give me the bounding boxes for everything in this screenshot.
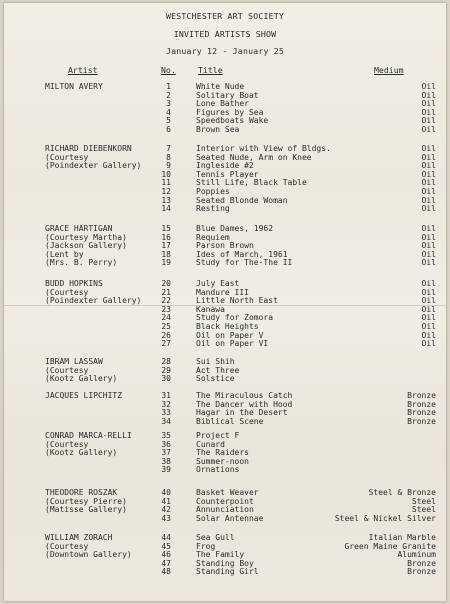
title-cell: Black Heights	[196, 322, 259, 331]
medium-cell: Oil	[421, 187, 436, 196]
medium-cell: Oil	[421, 322, 436, 331]
medium-cell: Oil	[421, 152, 436, 162]
column-header-number: No.	[161, 65, 176, 75]
artist-cell: (Kootz Gallery)	[45, 374, 118, 384]
number-cell: 20	[161, 279, 171, 288]
artist-cell: RICHARD DIEBENKORN	[45, 144, 132, 153]
medium-cell: Oil	[421, 241, 436, 251]
title-cell: Resting	[196, 204, 230, 214]
number-cell: 24	[161, 313, 171, 323]
number-cell: 22	[161, 296, 171, 306]
medium-cell: Bronze	[407, 391, 436, 400]
number-cell: 46	[161, 550, 171, 560]
medium-cell: Oil	[421, 330, 436, 340]
medium-cell: Oil	[421, 204, 436, 214]
medium-cell: Steel & Bronze	[368, 488, 436, 497]
medium-cell: Oil	[421, 287, 436, 297]
medium-cell: Aluminum	[397, 550, 436, 560]
number-cell: 5	[166, 116, 171, 126]
artist-cell: THEODORE ROSZAK	[45, 488, 118, 497]
medium-cell: Oil	[421, 195, 436, 205]
artist-cell: (Jackson Gallery)	[45, 241, 127, 251]
number-cell: 10	[161, 169, 171, 179]
title-cell: The Family	[196, 550, 245, 560]
title-cell: Kanawa	[196, 304, 225, 314]
title-cell: Ornations	[196, 465, 240, 475]
title-cell: Blue Dames, 1962	[196, 224, 274, 233]
medium-cell: Oil	[421, 224, 436, 233]
title-cell: Parson Brown	[196, 241, 254, 251]
number-cell: 1	[166, 82, 171, 91]
number-cell: 9	[166, 161, 171, 171]
artist-cell: (Courtesy	[45, 152, 89, 162]
artist-cell: BUDD HOPKINS	[45, 279, 103, 288]
number-cell: 48	[161, 567, 171, 577]
title-cell: Solitary Boat	[196, 90, 259, 100]
title-cell: Summer-noon	[196, 456, 249, 466]
number-cell: 17	[161, 241, 171, 251]
column-header-medium: Medium	[374, 65, 404, 75]
column-header-title: Title	[198, 65, 223, 75]
title-cell: Study for The-The II	[196, 258, 293, 268]
artist-cell: (Poindexter Gallery)	[45, 296, 142, 306]
title-cell: Counterpoint	[196, 496, 254, 506]
medium-cell: Oil	[421, 82, 436, 91]
artist-cell: (Poindexter Gallery)	[45, 161, 142, 171]
number-cell: 7	[166, 144, 171, 153]
column-header-artist: Artist	[68, 65, 98, 75]
number-cell: 4	[166, 107, 171, 117]
artist-cell: (Mrs. B. Perry)	[45, 258, 118, 268]
artist-cell: (Kootz Gallery)	[45, 448, 118, 458]
number-cell: 18	[161, 249, 171, 259]
medium-cell: Oil	[421, 90, 436, 100]
title-cell: Oil on Paper V	[196, 330, 264, 340]
title-cell: Still Life, Black Table	[196, 178, 307, 188]
number-cell: 40	[161, 488, 171, 497]
medium-cell: Oil	[421, 178, 436, 188]
medium-cell: Bronze	[407, 558, 436, 568]
medium-cell: Oil	[421, 144, 436, 153]
number-cell: 25	[161, 322, 171, 331]
artist-cell: (Downtown Gallery)	[45, 550, 132, 560]
number-cell: 26	[161, 330, 171, 340]
artist-cell: (Courtesy Martha)	[45, 232, 127, 242]
title-cell: Hagar in the Desert	[196, 408, 288, 418]
number-cell: 34	[161, 416, 171, 426]
medium-cell: Oil	[421, 304, 436, 314]
table-row	[4, 339, 446, 349]
medium-cell: Green Maine Granite	[344, 541, 436, 551]
artist-cell: (Courtesy	[45, 439, 89, 449]
show-title: INVITED ARTISTS SHOW	[173, 29, 277, 39]
title-cell: The Miraculous Catch	[196, 391, 293, 400]
title-cell: Seated Blonde Woman	[196, 195, 288, 205]
number-cell: 47	[161, 558, 171, 568]
number-cell: 29	[161, 365, 171, 375]
medium-cell: Bronze	[407, 408, 436, 418]
artist-cell: IBRAM LASSAW	[45, 357, 103, 366]
medium-cell: Bronze	[407, 416, 436, 426]
number-cell: 42	[161, 505, 171, 515]
number-cell: 15	[161, 224, 171, 233]
title-cell: Little North East	[196, 296, 278, 306]
number-cell: 36	[161, 439, 171, 449]
medium-cell: Oil	[421, 279, 436, 288]
medium-cell: Oil	[421, 99, 436, 109]
title-cell: Figures by Sea	[196, 107, 264, 117]
artist-cell: MILTON AVERY	[45, 82, 103, 91]
number-cell: 32	[161, 399, 171, 409]
title-cell: Annunciation	[196, 505, 254, 515]
title-cell: Mandure III	[196, 287, 249, 297]
title-cell: Lone Bather	[196, 99, 249, 109]
number-cell: 11	[161, 178, 171, 188]
number-cell: 33	[161, 408, 171, 418]
title-cell: Brown Sea	[196, 125, 240, 134]
title-cell: Sui Shih	[196, 357, 235, 366]
number-cell: 28	[161, 357, 171, 366]
title-cell: Tennis Player	[196, 169, 259, 179]
title-cell: July East	[196, 279, 240, 288]
medium-cell: Oil	[421, 125, 436, 134]
title-cell: Frog	[196, 541, 216, 551]
title-cell: Requiem	[196, 232, 230, 242]
title-cell: Poppies	[196, 187, 230, 196]
medium-cell: Oil	[421, 296, 436, 306]
artist-cell: (Courtesy Pierre)	[45, 496, 127, 506]
medium-cell: Steel	[411, 496, 436, 506]
number-cell: 43	[161, 513, 171, 523]
table-row	[4, 417, 446, 427]
number-cell: 14	[161, 204, 171, 214]
artist-cell: JACQUES LIPCHITZ	[45, 391, 123, 400]
medium-cell: Oil	[421, 169, 436, 179]
title-cell: Seated Nude, Arm on Knee	[196, 152, 312, 162]
number-cell: 13	[161, 195, 171, 205]
number-cell: 23	[161, 304, 171, 314]
artist-cell: (Courtesy	[45, 287, 89, 297]
title-cell: Interior with View of Bldgs.	[196, 144, 331, 153]
title-cell: Speedboats Wake	[196, 116, 269, 126]
number-cell: 12	[161, 187, 171, 196]
medium-cell: Oil	[421, 161, 436, 171]
table-row	[4, 465, 446, 475]
medium-cell: Oil	[421, 339, 436, 349]
table-row	[4, 258, 446, 268]
organization-title: WESTCHESTER ART SOCIETY	[166, 11, 284, 21]
table-row	[4, 514, 446, 524]
number-cell: 37	[161, 448, 171, 458]
artist-cell: (Courtesy	[45, 365, 89, 375]
number-cell: 21	[161, 287, 171, 297]
title-cell: Standing Girl	[196, 567, 259, 577]
medium-cell: Bronze	[407, 399, 436, 409]
artist-cell: GRACE HARTIGAN	[45, 224, 113, 233]
medium-cell: Oil	[421, 232, 436, 242]
title-cell: Study for Zomora	[196, 313, 274, 323]
title-cell: Act Three	[196, 365, 240, 375]
medium-cell: Oil	[421, 107, 436, 117]
number-cell: 39	[161, 465, 171, 475]
artist-cell: (Lent by	[45, 249, 84, 259]
number-cell: 16	[161, 232, 171, 242]
number-cell: 31	[161, 391, 171, 400]
title-cell: White Nude	[196, 82, 245, 91]
title-cell: The Dancer with Hood	[196, 399, 293, 409]
table-row	[4, 374, 446, 384]
artist-cell: (Courtesy	[45, 541, 89, 551]
number-cell: 38	[161, 456, 171, 466]
number-cell: 30	[161, 374, 171, 384]
title-cell: Ingleside #2	[196, 161, 254, 171]
title-cell: Project F	[196, 431, 240, 440]
title-cell: Sea Gull	[196, 533, 235, 542]
title-cell: Basket Weaver	[196, 488, 259, 497]
medium-cell: Italian Marble	[368, 533, 436, 542]
document-page	[4, 3, 446, 601]
table-row	[4, 204, 446, 214]
medium-cell: Steel	[411, 505, 436, 515]
number-cell: 19	[161, 258, 171, 268]
title-cell: Solar Antennae	[196, 513, 264, 523]
medium-cell: Oil	[421, 258, 436, 268]
medium-cell: Oil	[421, 249, 436, 259]
title-cell: Ides of March, 1961	[196, 249, 288, 259]
number-cell: 27	[161, 339, 171, 349]
number-cell: 2	[166, 90, 171, 100]
title-cell: Biblical Scene	[196, 416, 264, 426]
artist-cell: (Matisse Gallery)	[45, 505, 127, 515]
show-dates: January 12 - January 25	[166, 46, 284, 56]
medium-cell: Bronze	[407, 567, 436, 577]
title-cell: Solstice	[196, 374, 235, 384]
artist-cell: WILLIAM ZORACH	[45, 533, 113, 542]
table-row	[4, 567, 446, 577]
number-cell: 41	[161, 496, 171, 506]
title-cell: Standing Boy	[196, 558, 254, 568]
title-cell: Oil on Paper VI	[196, 339, 269, 349]
number-cell: 45	[161, 541, 171, 551]
number-cell: 8	[166, 152, 171, 162]
number-cell: 44	[161, 533, 171, 542]
number-cell: 35	[161, 431, 171, 440]
medium-cell: Oil	[421, 116, 436, 126]
number-cell: 6	[166, 125, 171, 134]
medium-cell: Steel & Nickel Silver	[334, 513, 436, 523]
table-row	[4, 125, 446, 135]
medium-cell: Oil	[421, 313, 436, 323]
artist-cell: CONRAD MARCA-RELLI	[45, 431, 132, 440]
title-cell: Cunard	[196, 439, 225, 449]
number-cell: 3	[166, 99, 171, 109]
title-cell: The Raiders	[196, 448, 249, 458]
